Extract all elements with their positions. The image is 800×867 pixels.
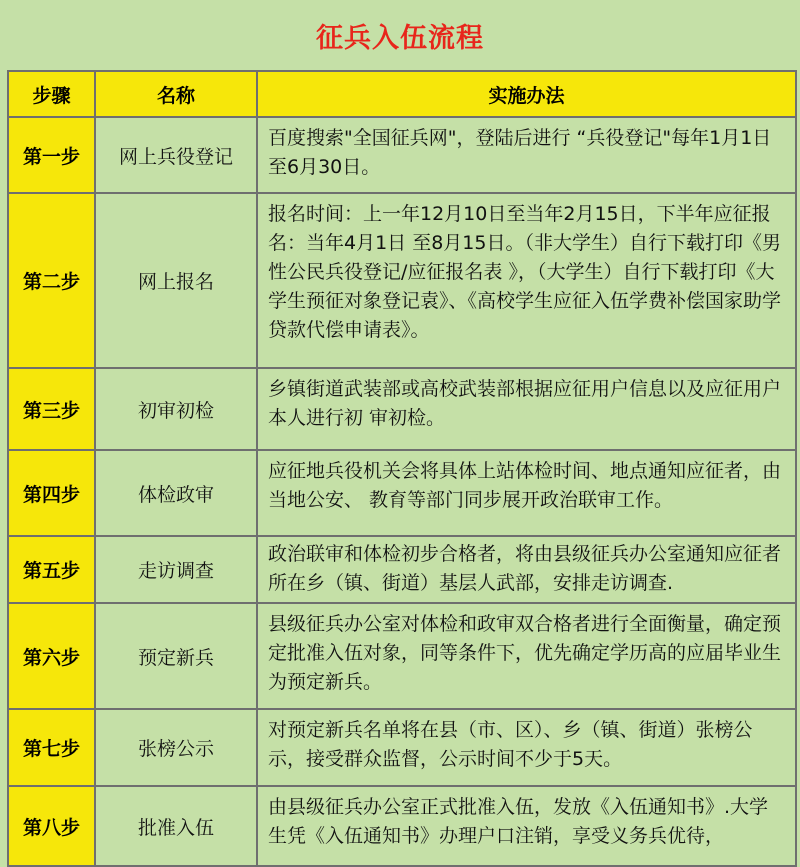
name-cell: 网上报名 [95, 193, 257, 368]
method-cell: 对预定新兵名单将在县（市、区）、乡（镇、街道）张榜公示，接受群众监督，公示时间不少于5天。 [257, 709, 796, 786]
header-name: 名称 [95, 71, 257, 117]
name-cell: 预定新兵 [95, 603, 257, 709]
name-cell: 批准入伍 [95, 786, 257, 866]
method-cell: 百度搜索"全国征兵网"，登陆后进行 “兵役登记"每年1月1日至6月30日。 [257, 117, 796, 193]
step-cell: 第一步 [8, 117, 95, 193]
table-row [8, 786, 796, 866]
name-cell: 张榜公示 [95, 709, 257, 786]
method-cell: 应征地兵役机关会将具体上站体检时间、地点通知应征者，由当地公安、 教育等部门同步展开政治联审工作。 [257, 450, 796, 536]
table-row [8, 117, 796, 193]
name-cell: 走访调查 [95, 536, 257, 603]
step-cell: 第二步 [8, 193, 95, 368]
header-step: 步骤 [8, 71, 95, 117]
step-cell: 第六步 [8, 603, 95, 709]
table-row [8, 450, 796, 536]
method-cell: 报名时间：上一年12月10日至当年2月15日，下半年应征报名：当年4月1日 至8月15日。（非大学生）自行下载打印《男性公民兵役登记/应征报名表 》，（大学生）自行下载打印《大学生预征对象登记袁》、《高校学生应征入伍学费补偿国家助学贷款代偿申请表》。 [257, 193, 796, 368]
name-cell: 体检政审 [95, 450, 257, 536]
table-row [8, 709, 796, 786]
step-cell: 第八步 [8, 786, 95, 866]
table-row [8, 193, 796, 368]
header-method: 实施办法 [257, 71, 796, 117]
name-cell: 网上兵役登记 [95, 117, 257, 193]
table-header-row [8, 71, 796, 117]
page-title: 征兵入伍流程 [316, 22, 484, 54]
table-row [8, 603, 796, 709]
method-cell: 政治联审和体检初步合格者，将由县级征兵办公室通知应征者所在乡（镇、街道）基层人武部，安排走访调查. [257, 536, 796, 603]
table-row [8, 368, 796, 450]
process-table [7, 70, 797, 867]
method-cell: 由县级征兵办公室正式批准入伍，发放《入伍通知书》.大学生凭《入伍通知书》办理户口注销，享受义务兵优待， [257, 786, 796, 866]
step-cell: 第五步 [8, 536, 95, 603]
method-cell: 县级征兵办公室对体检和政审双合格者进行全面衡量，确定预定批准入伍对象，同等条件下，优先确定学历高的应届毕业生为预定新兵。 [257, 603, 796, 709]
name-cell: 初审初检 [95, 368, 257, 450]
step-cell: 第三步 [8, 368, 95, 450]
table-row [8, 536, 796, 603]
step-cell: 第四步 [8, 450, 95, 536]
step-cell: 第七步 [8, 709, 95, 786]
method-cell: 乡镇街道武装部或高校武装部根据应征用户信息以及应征用户本人进行初 审初检。 [257, 368, 796, 450]
